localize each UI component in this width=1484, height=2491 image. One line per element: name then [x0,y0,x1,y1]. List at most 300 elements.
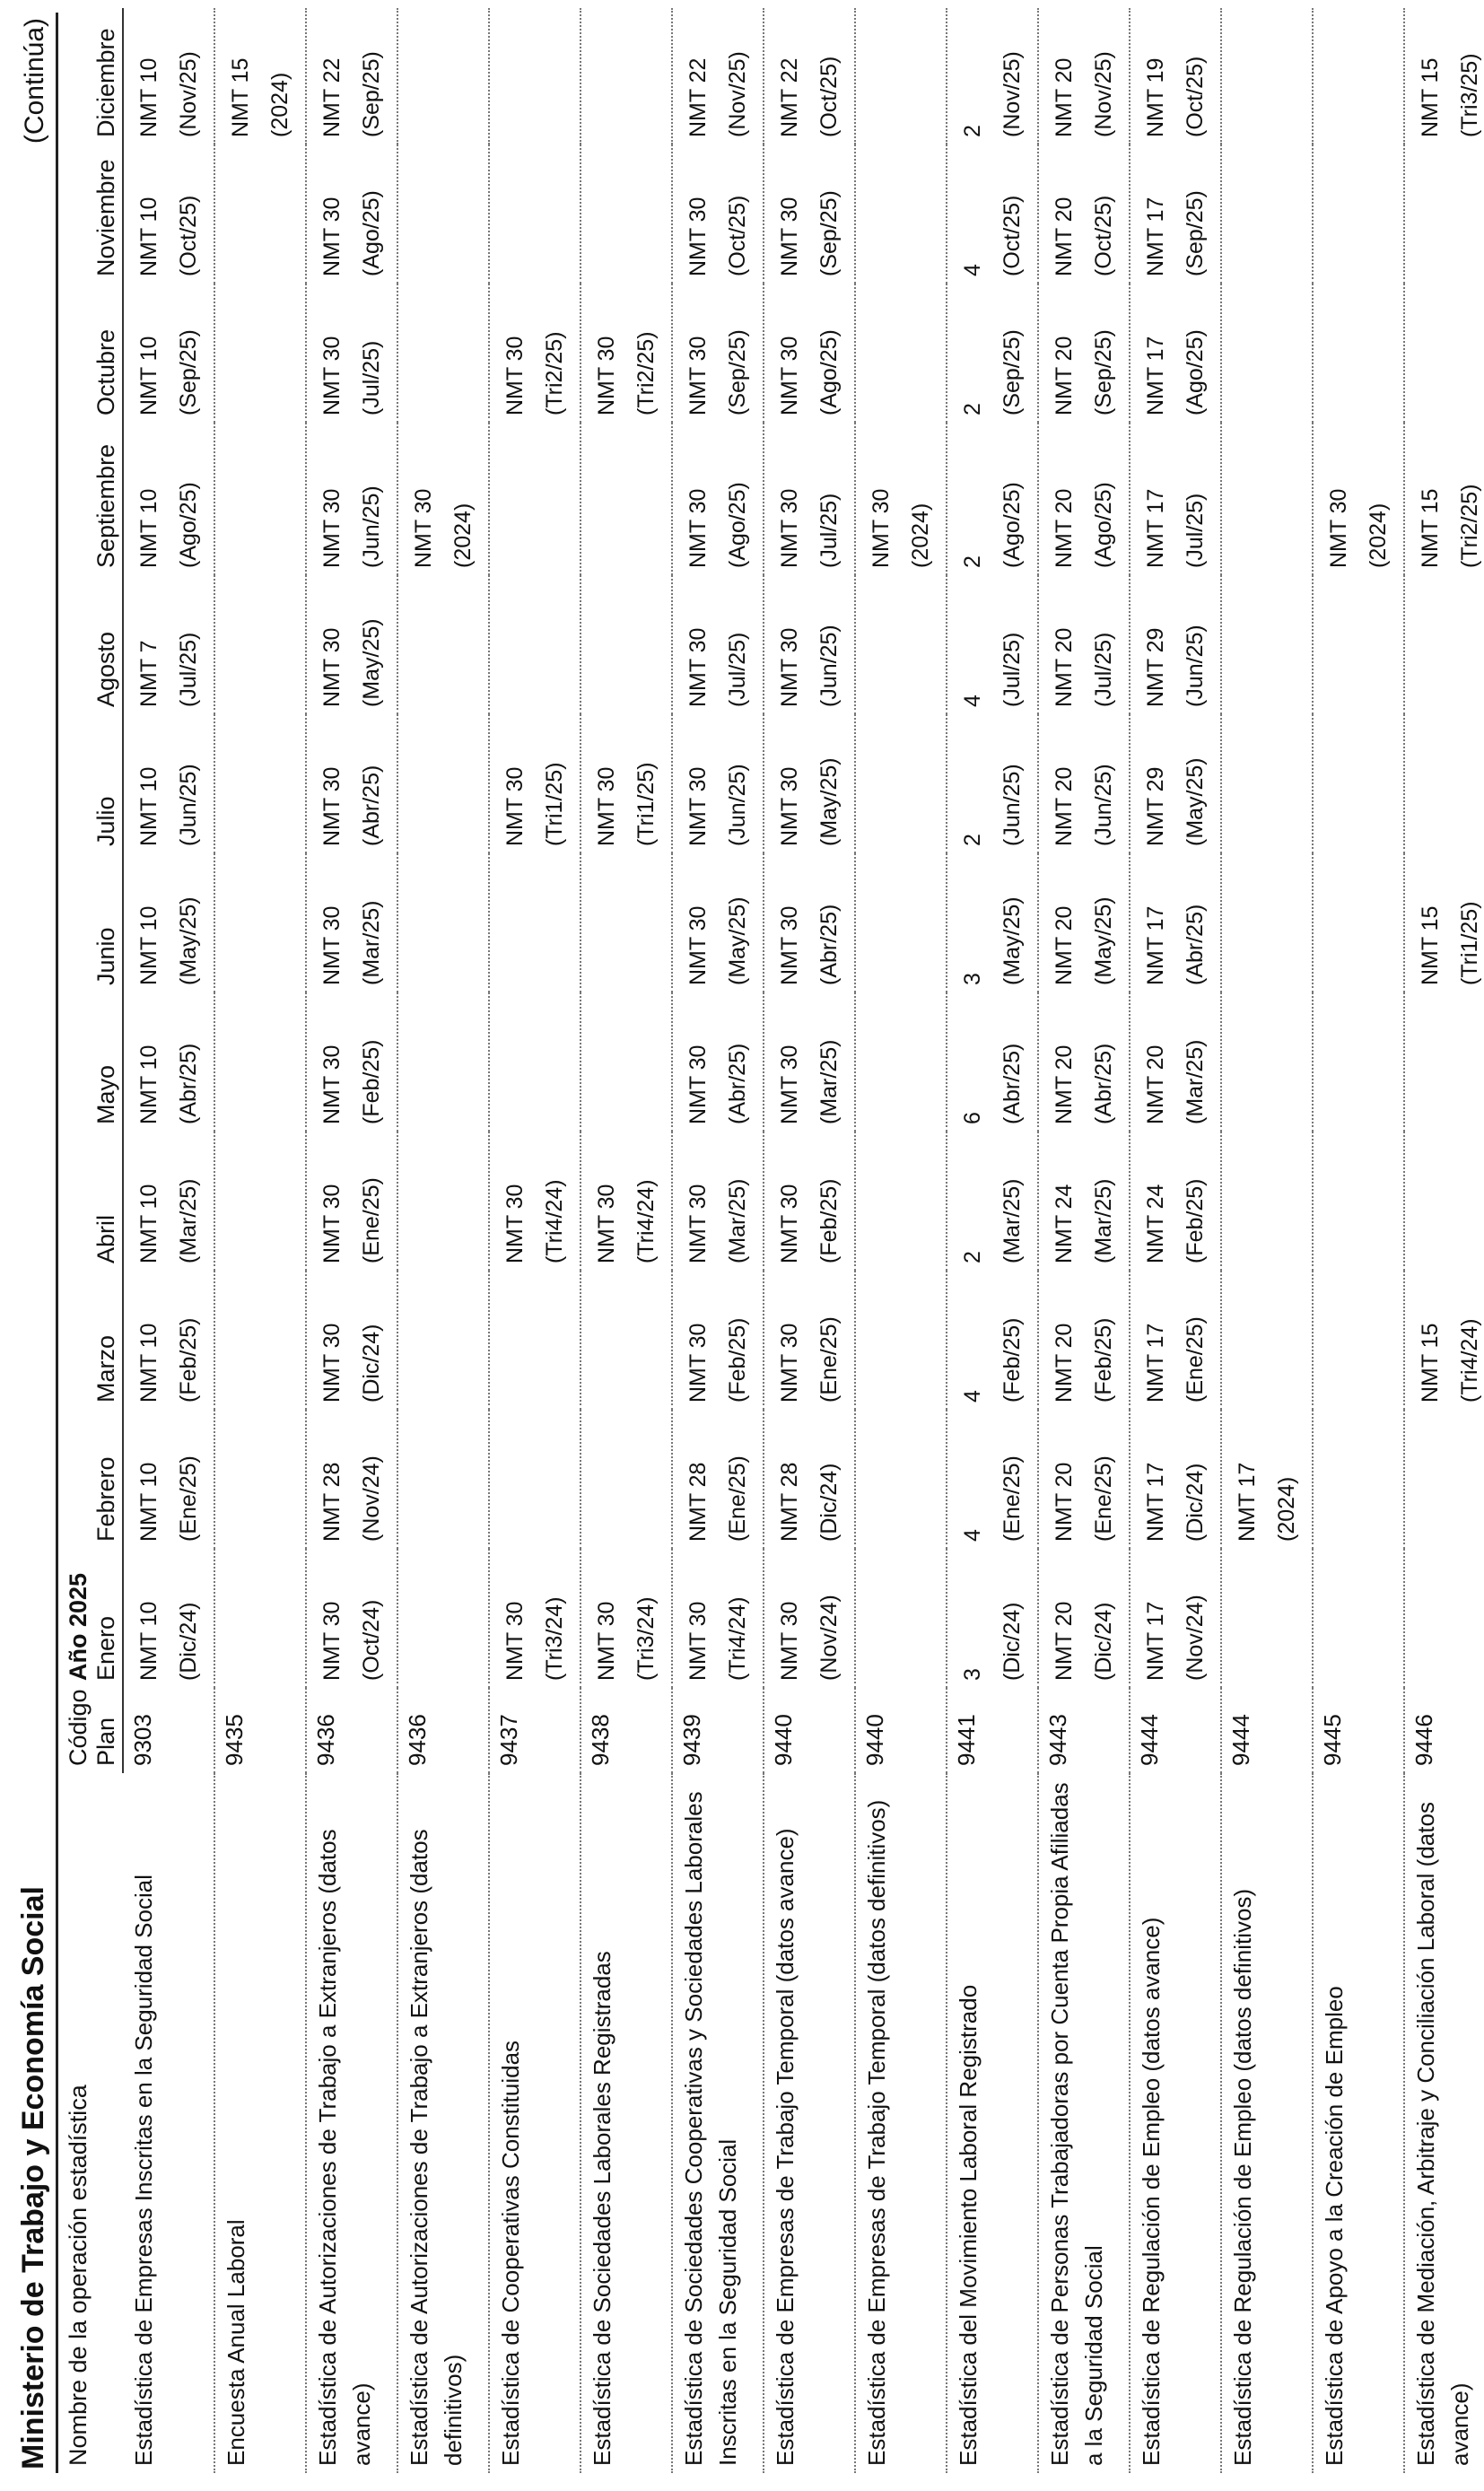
reference-period: (Sep/25) [1000,329,1025,415]
release-cell [1404,575,1484,714]
reference-period: (Sep/25) [1183,190,1208,276]
release-cell [947,8,1038,144]
release-cell [581,1410,672,1549]
reference-period: (Dic/24) [1183,1463,1208,1542]
month-header: Marzo [92,1271,123,1410]
release-cell [764,1410,855,1549]
reference-period: (Oct/25) [176,195,201,276]
plan-code: 9440 [861,1714,888,1766]
month-header: Agosto [92,575,123,714]
release-term: NMT 20 [1052,627,1077,707]
release-term: NMT 30 [777,627,802,707]
reference-period: (2024) [908,503,933,568]
release-term: NMT 30 [502,336,528,415]
plan-code: 9446 [1410,1714,1437,1766]
release-cell [672,144,764,284]
plan-code: 9439 [678,1714,705,1766]
release-cell [1038,1271,1130,1410]
release-term: NMT 10 [136,1323,161,1403]
release-term: NMT 30 [319,1184,345,1263]
ministry-title: Ministerio de Trabajo y Economía Social [16,1886,50,2469]
release-cell [214,1271,306,1410]
reference-period: (Tri2/25) [633,331,659,415]
release-cell [1038,423,1130,575]
month-header: Octubre [92,284,123,423]
release-cell [397,992,489,1132]
reference-period: (Jul/25) [1000,632,1025,707]
reference-period: (Abr/25) [1183,904,1208,985]
table-row [1038,8,1130,2473]
release-term: NMT 24 [1052,1184,1077,1263]
release-term: 4 [960,1390,985,1403]
release-cell [306,284,397,423]
release-cell [123,8,214,144]
release-term: NMT 17 [1143,336,1168,415]
release-term: 2 [960,125,985,137]
reference-period: (Jul/25) [176,632,201,707]
release-cell [672,423,764,575]
table-row [855,8,947,2473]
release-cell [1130,853,1221,992]
release-term: NMT 15 [1418,57,1443,137]
release-term: NMT 30 [319,766,345,846]
release-cell [855,284,947,423]
release-term: NMT 30 [594,1601,619,1681]
release-term: NMT 30 [685,1323,711,1403]
month-header: Abril [92,1132,123,1271]
release-term: NMT 30 [685,766,711,846]
release-cell [1130,8,1221,144]
reference-period: (Feb/25) [725,1317,750,1403]
release-cell [947,992,1038,1132]
release-term: NMT 22 [777,57,802,137]
release-cell [855,423,947,575]
release-term: 3 [960,973,985,985]
release-term: NMT 10 [136,488,161,568]
release-term: NMT 30 [869,488,894,568]
reference-period: (Ene/25) [359,1177,384,1263]
release-cell [1313,992,1404,1132]
release-cell [1221,714,1313,853]
release-cell [672,284,764,423]
release-cell [123,423,214,575]
release-cell [1313,8,1404,144]
reference-period: (Ene/25) [725,1455,750,1542]
release-cell [1404,1271,1484,1410]
release-cell [1038,992,1130,1132]
release-term: NMT 30 [777,1323,802,1403]
release-cell [1313,1132,1404,1271]
year-header: Año 2025 [65,1572,92,1681]
continued-note: (Continúa) [20,18,49,144]
reference-period: (Abr/25) [816,904,842,985]
release-term: NMT 15 [228,57,253,137]
table-row [1130,8,1221,2473]
release-cell [947,1410,1038,1549]
release-cell [1130,144,1221,284]
release-cell [1313,1271,1404,1410]
release-term: NMT 30 [685,336,711,415]
header-row-top [59,8,92,2473]
release-term: NMT 30 [777,766,802,846]
reference-period: (Mar/25) [816,1039,842,1124]
release-cell [397,1132,489,1271]
plan-code: 9440 [770,1714,797,1766]
release-cell [581,853,672,992]
release-term: NMT 10 [136,766,161,846]
release-cell [1038,714,1130,853]
table-row [1221,8,1313,2473]
release-cell [306,575,397,714]
release-cell [1221,992,1313,1132]
reference-period: (Tri4/24) [1457,1318,1482,1403]
release-cell [764,714,855,853]
operation-name: Estadística de Mediación, Arbitraje y Conciliación Laboral (datos avance) [1412,1802,1473,2466]
reference-period: (Tri3/25) [1457,53,1482,137]
month-header: Septiembre [92,423,123,575]
release-cell [947,853,1038,992]
operation-name: Encuesta Anual Laboral [223,2219,249,2466]
release-cell [764,575,855,714]
release-cell [1313,1549,1404,1688]
operation-name: Estadística de Apoyo a la Creación de Empleo [1321,1986,1348,2466]
release-cell [855,992,947,1132]
reference-period: (May/25) [176,896,201,985]
reference-period: (2024) [1366,503,1391,568]
release-cell [947,284,1038,423]
plan-code: 9436 [404,1714,431,1766]
release-term: NMT 20 [1052,57,1077,137]
release-cell [1130,1410,1221,1549]
reference-period: (Ene/25) [176,1455,201,1542]
release-term: NMT 19 [1143,57,1168,137]
release-cell [1404,992,1484,1132]
release-term: NMT 28 [685,1462,711,1542]
release-cell [855,575,947,714]
release-term: NMT 30 [319,1323,345,1403]
release-term: NMT 29 [1143,627,1168,707]
release-cell [1130,284,1221,423]
release-term: NMT 30 [319,1044,345,1124]
release-cell [306,992,397,1132]
release-cell [1404,1132,1484,1271]
plan-code: 9438 [587,1714,614,1766]
release-cell [397,284,489,423]
release-cell [123,1410,214,1549]
release-cell [764,8,855,144]
plan-code: 9437 [495,1714,522,1766]
reference-period: (Feb/25) [176,1317,201,1403]
release-cell [123,1132,214,1271]
reference-period: (Jun/25) [1000,764,1025,846]
release-cell [1313,284,1404,423]
reference-period: (May/25) [1091,896,1116,985]
release-term: NMT 30 [594,766,619,846]
plan-code: 9444 [1136,1714,1163,1766]
reference-period: (Nov/24) [1183,1595,1208,1681]
release-calendar-table [59,8,1484,2473]
release-term: 3 [960,1668,985,1681]
operation-name: Estadística de Sociedades Laborales Registradas [589,1951,615,2466]
table-row [1313,8,1404,2473]
table-row [489,8,581,2473]
release-cell [1221,1132,1313,1271]
release-cell [855,853,947,992]
release-cell [1221,853,1313,992]
release-cell [214,1549,306,1688]
release-cell [1313,853,1404,992]
release-cell [489,284,581,423]
reference-period: (Feb/25) [1183,1178,1208,1263]
release-cell [1038,8,1130,144]
reference-period: (2024) [450,503,476,568]
reference-period: (Dic/24) [1091,1602,1116,1681]
operation-name: Estadística de Sociedades Cooperativas y Sociedades Laborales Inscritas en la Seguridad Social [680,1791,741,2466]
release-cell [947,423,1038,575]
release-cell [489,714,581,853]
release-term: NMT 10 [136,197,161,276]
release-cell [855,1549,947,1688]
month-header: Diciembre [92,8,123,144]
reference-period: (May/25) [725,896,750,985]
release-term: 2 [960,1251,985,1263]
release-term: NMT 10 [136,1462,161,1542]
release-cell [1221,1271,1313,1410]
reference-period: (May/25) [1183,757,1208,846]
reference-period: (Jun/25) [1091,764,1116,846]
release-cell [214,853,306,992]
reference-period: (Oct/25) [1000,195,1025,276]
release-cell [1404,1410,1484,1549]
release-cell [489,1271,581,1410]
release-cell [1221,284,1313,423]
release-cell [855,1410,947,1549]
release-cell [672,1271,764,1410]
release-cell [214,575,306,714]
release-term: NMT 7 [136,640,161,707]
table-row [306,8,397,2473]
release-term: NMT 30 [777,1044,802,1124]
release-cell [214,8,306,144]
release-term: NMT 30 [777,488,802,568]
release-cell [397,853,489,992]
release-term: NMT 30 [685,197,711,276]
release-term: 4 [960,695,985,707]
reference-period: (Tri1/25) [633,762,659,846]
release-cell [672,714,764,853]
reference-period: (Ago/25) [1183,329,1208,415]
release-cell [214,1132,306,1271]
release-cell [397,8,489,144]
release-cell [855,1132,947,1271]
release-term: NMT 30 [502,766,528,846]
release-term: NMT 20 [1052,1323,1077,1403]
reference-period: (2024) [267,72,292,137]
release-cell [1221,1549,1313,1688]
release-cell [489,1410,581,1549]
month-header: Enero [92,1549,123,1688]
release-term: NMT 22 [685,57,711,137]
release-term: NMT 17 [1143,1462,1168,1542]
release-term: NMT 30 [594,1184,619,1263]
release-cell [672,1549,764,1688]
release-cell [581,1132,672,1271]
header-rule [56,13,58,2473]
table-row [1404,8,1484,2473]
operation-name: Estadística de Autorizaciones de Trabajo a Extranjeros (datos definitivos) [406,1829,467,2466]
reference-period: (Tri3/24) [633,1596,659,1681]
release-term: NMT 17 [1235,1462,1260,1542]
operation-name: Estadística de Regulación de Empleo (datos definitivos) [1229,1888,1256,2466]
release-cell [581,284,672,423]
release-cell [306,1271,397,1410]
reference-period: (Nov/25) [1000,51,1025,137]
release-cell [214,423,306,575]
release-cell [1038,1549,1130,1688]
release-term: NMT 15 [1418,905,1443,985]
plan-code: 9443 [1044,1714,1071,1766]
release-term: NMT 30 [502,1184,528,1263]
reference-period: (Jun/25) [725,764,750,846]
reference-period: (Sep/25) [816,190,842,276]
release-cell [1038,284,1130,423]
release-cell [1130,992,1221,1132]
reference-period: (Mar/25) [176,1178,201,1263]
release-term: NMT 30 [594,336,619,415]
reference-period: (May/25) [359,618,384,707]
release-cell [581,714,672,853]
reference-period: (Oct/25) [725,195,750,276]
release-term: NMT 30 [685,488,711,568]
release-cell [764,1271,855,1410]
release-term: 2 [960,555,985,568]
reference-period: (Ago/25) [725,482,750,568]
reference-period: (Ene/25) [1183,1316,1208,1403]
release-term: NMT 17 [1143,197,1168,276]
release-cell [1404,423,1484,575]
release-cell [581,575,672,714]
reference-period: (Ene/25) [816,1316,842,1403]
release-cell [672,575,764,714]
reference-period: (Jun/25) [359,485,384,568]
reference-period: (Jul/25) [1091,632,1116,707]
reference-period: (Ago/25) [359,190,384,276]
reference-period: (Tri1/25) [1457,901,1482,985]
release-term: 4 [960,264,985,276]
release-cell [306,714,397,853]
release-cell [1313,144,1404,284]
release-cell [764,1549,855,1688]
release-term: NMT 20 [1143,1044,1168,1124]
release-term: NMT 30 [319,336,345,415]
month-header: Julio [92,714,123,853]
release-term: NMT 30 [319,1601,345,1681]
reference-period: (Jul/25) [816,493,842,568]
release-term: NMT 30 [319,627,345,707]
release-cell [672,853,764,992]
release-cell [947,575,1038,714]
release-cell [1221,8,1313,144]
release-cell [1404,1549,1484,1688]
release-cell [306,853,397,992]
release-cell [306,144,397,284]
release-term: NMT 30 [777,197,802,276]
release-term: NMT 30 [685,1601,711,1681]
release-term: NMT 22 [319,57,345,137]
reference-period: (2024) [1274,1476,1299,1542]
release-term: NMT 10 [136,57,161,137]
release-cell [947,144,1038,284]
release-cell [397,423,489,575]
release-term: NMT 30 [685,1184,711,1263]
release-term: NMT 17 [1143,1601,1168,1681]
release-cell [764,144,855,284]
month-header: Mayo [92,992,123,1132]
release-cell [123,1549,214,1688]
reference-period: (Nov/25) [1091,51,1116,137]
reference-period: (Oct/25) [816,56,842,137]
table-row [214,8,306,2473]
release-cell [306,8,397,144]
reference-period: (Mar/25) [725,1178,750,1263]
reference-period: (Ene/25) [1091,1455,1116,1542]
release-term: NMT 20 [1052,197,1077,276]
operation-name: Estadística de Empresas Inscritas en la Seguridad Social [130,1874,157,2466]
release-term: 4 [960,1529,985,1542]
plan-code: 9441 [953,1714,980,1766]
release-cell [397,575,489,714]
reference-period: (Jul/25) [1183,493,1208,568]
release-cell [397,1549,489,1688]
release-cell [1130,714,1221,853]
release-term: NMT 15 [1418,488,1443,568]
release-cell [1313,423,1404,575]
release-cell [764,423,855,575]
reference-period: (Ene/25) [1000,1455,1025,1542]
release-term: NMT 28 [777,1462,802,1542]
reference-period: (Nov/24) [359,1455,384,1542]
release-term: NMT 20 [1052,905,1077,985]
plan-code: 9436 [312,1714,339,1766]
table-row [947,8,1038,2473]
operation-name: Estadística de Autorizaciones de Trabajo a Extranjeros (datos avance) [314,1829,375,2466]
operation-name: Estadística de Regulación de Empleo (datos avance) [1138,1917,1165,2466]
release-cell [214,144,306,284]
release-cell [123,853,214,992]
release-cell [397,1271,489,1410]
table-body [123,8,1484,2473]
reference-period: (Jul/25) [359,340,384,415]
release-cell [855,144,947,284]
release-cell [1130,1271,1221,1410]
release-term: NMT 10 [136,1184,161,1263]
reference-period: (Feb/25) [1000,1317,1025,1403]
release-term: 2 [960,834,985,846]
release-cell [1038,575,1130,714]
release-cell [489,575,581,714]
release-cell [1130,1132,1221,1271]
release-cell [1038,1132,1130,1271]
release-cell [214,284,306,423]
reference-period: (Tri2/25) [1457,484,1482,568]
release-cell [123,1271,214,1410]
release-cell [489,423,581,575]
table-row [672,8,764,2473]
release-term: NMT 28 [319,1462,345,1542]
plan-code: 9303 [129,1714,156,1766]
reference-period: (Oct/25) [1183,56,1208,137]
reference-period: (Jul/25) [725,632,750,707]
